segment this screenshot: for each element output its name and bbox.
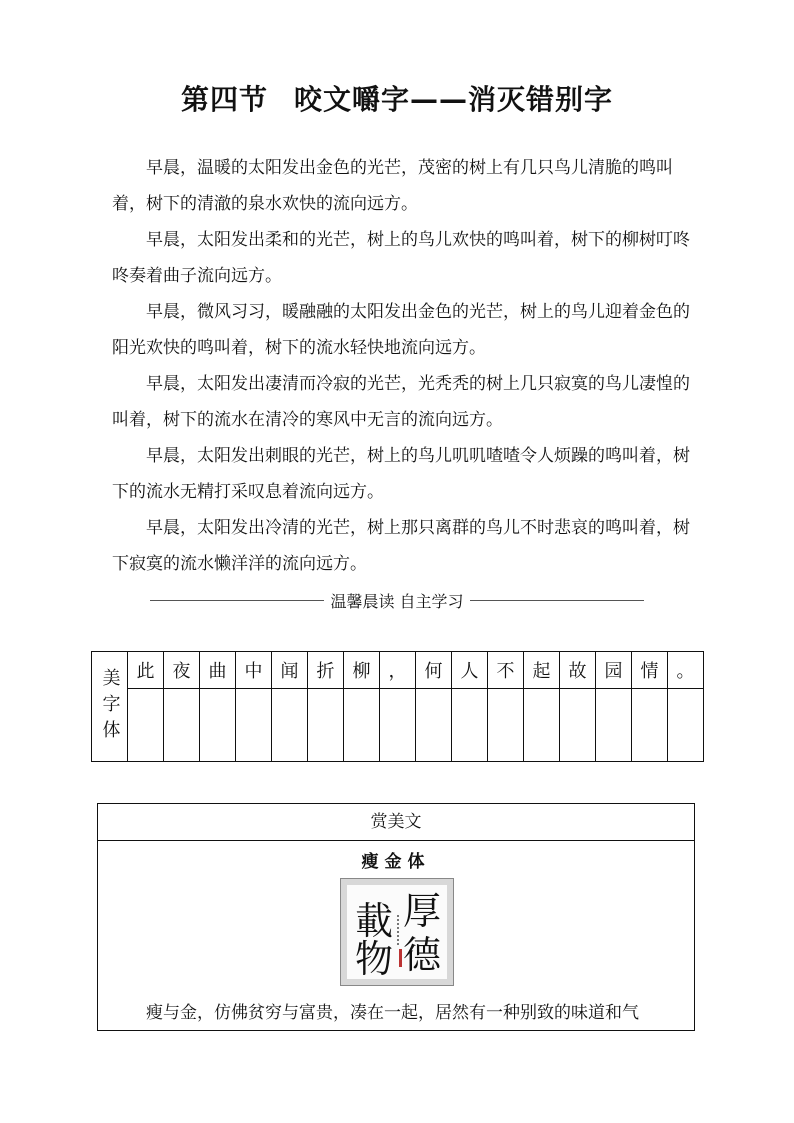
practice-cell[interactable] [272, 689, 308, 762]
char-cell: 闻 [272, 652, 308, 689]
artwork-char: 物 [355, 937, 394, 981]
practice-cell[interactable] [668, 689, 704, 762]
appreciation-caption: 瘦与金，仿佛贫穷与富贵，凑在一起，居然有一种别致的味道和气 [146, 1003, 639, 1023]
char-cell: 折 [308, 652, 344, 689]
practice-cell[interactable] [308, 689, 344, 762]
char-cell: 不 [488, 652, 524, 689]
divider-line-right [470, 600, 644, 601]
passage-paragraph: 早晨，太阳发出刺眼的光芒，树上的鸟儿叽叽喳喳令人烦躁的鸣叫着，树下的流水无精打采叹息着流向远方。 [112, 446, 690, 502]
practice-cell[interactable] [416, 689, 452, 762]
char-cell: 故 [560, 652, 596, 689]
practice-cell[interactable] [452, 689, 488, 762]
practice-cell[interactable] [380, 689, 416, 762]
practice-cell[interactable] [164, 689, 200, 762]
artwork-seal [399, 949, 402, 967]
artwork-char: 德 [403, 933, 442, 977]
page-title [0, 78, 794, 118]
passage-paragraph: 早晨，温暖的太阳发出金色的光芒，茂密的树上有几只鸟儿清脆的鸣叫着，树下的清澈的泉水欢快的流向远方。 [112, 158, 673, 214]
char-cell: 人 [452, 652, 488, 689]
appreciation-header: 赏美文 [98, 804, 694, 841]
section-title: 咬文嚼字——消灭错别字 [294, 83, 614, 116]
artwork-inscription [397, 915, 400, 945]
divider-label: 温馨晨读 自主学习 [330, 591, 464, 611]
char-cell: 中 [236, 652, 272, 689]
practice-cell[interactable] [200, 689, 236, 762]
char-cell: 何 [416, 652, 452, 689]
char-cell: ， [380, 652, 416, 689]
practice-cell[interactable] [128, 689, 164, 762]
char-cell: 情 [632, 652, 668, 689]
passage-paragraph: 早晨，太阳发出冷清的光芒，树上那只离群的鸟儿不时悲哀的鸣叫着，树下寂寞的流水懒洋洋的流向远方。 [112, 518, 690, 574]
practice-cell[interactable] [560, 689, 596, 762]
char-cell: 起 [524, 652, 560, 689]
artwork-paper [347, 885, 447, 979]
char-cell: 柳 [344, 652, 380, 689]
section-divider [150, 588, 644, 612]
char-cell: 夜 [164, 652, 200, 689]
row-header [92, 652, 128, 762]
artwork-char: 厚 [403, 889, 442, 933]
char-cell: 此 [128, 652, 164, 689]
calligraphy-artwork [340, 878, 454, 986]
passage [112, 150, 692, 582]
passage-paragraph: 早晨，太阳发出凄清而冷寂的光芒，光秃秃的树上几只寂寞的鸟儿凄惶的叫着，树下的流水在清冷的寒风中无言的流向远方。 [112, 374, 690, 430]
row-header-label: 美字体 [99, 667, 121, 746]
practice-cell[interactable] [488, 689, 524, 762]
practice-cell[interactable] [596, 689, 632, 762]
practice-cell[interactable] [632, 689, 668, 762]
passage-paragraph: 早晨，太阳发出柔和的光芒，树上的鸟儿欢快的鸣叫着，树下的柳树叮咚咚奏着曲子流向远方。 [112, 230, 690, 286]
practice-cell[interactable] [236, 689, 272, 762]
char-cell: 曲 [200, 652, 236, 689]
practice-cell[interactable] [344, 689, 380, 762]
char-cell: 。 [668, 652, 704, 689]
calligraphy-practice-table [91, 651, 704, 762]
passage-paragraph: 早晨，微风习习，暖融融的太阳发出金色的光芒，树上的鸟儿迎着金色的阳光欢快的鸣叫着，树下的流水轻快地流向远方。 [112, 302, 690, 358]
appreciation-subtitle: 瘦金体 [361, 852, 431, 872]
char-cell: 园 [596, 652, 632, 689]
section-number: 第四节 [180, 83, 268, 116]
divider-line-left [150, 600, 324, 601]
appreciation-box [97, 803, 695, 1031]
practice-cell[interactable] [524, 689, 560, 762]
artwork-char: 載 [355, 899, 394, 943]
